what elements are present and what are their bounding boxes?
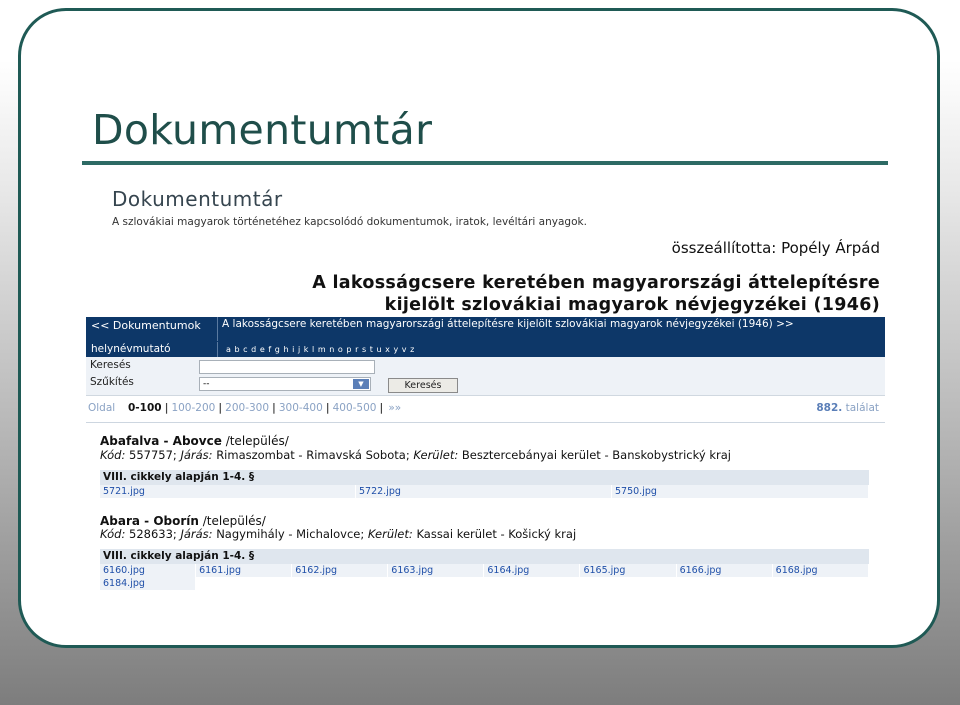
page-separator: | (218, 402, 223, 414)
code-value: 557757; (129, 448, 177, 462)
document-title-line2: kijelölt szlovákiai magyarok névjegyzékei (1946) (384, 295, 880, 315)
alphabet-letter-link[interactable]: x (385, 345, 390, 354)
alphabet-letter-link[interactable]: f (268, 345, 272, 354)
file-link[interactable]: 6162.jpg (292, 564, 388, 577)
district-label: Járás: (180, 448, 213, 462)
entry-name[interactable]: Abara - Oborín (100, 514, 199, 528)
file-link[interactable]: 6184.jpg (100, 577, 196, 590)
alphabet-index (226, 345, 414, 355)
entry-heading (100, 514, 266, 528)
entry-type: /település/ (202, 514, 266, 528)
file-link[interactable]: 6168.jpg (773, 564, 869, 577)
alphabet-letter-link[interactable]: n (329, 345, 335, 354)
place-index-label: helynévmutató (86, 342, 218, 357)
title-divider (82, 161, 888, 165)
district-value: Rimaszombat - Rimavská Sobota; (216, 448, 410, 462)
filter-label: Szűkítés (90, 376, 134, 388)
entry-details (100, 527, 576, 541)
page-link[interactable]: 300-400 (278, 402, 323, 414)
alphabet-letter-link[interactable]: r (355, 345, 359, 354)
site-title: Dokumentumtár (112, 187, 283, 211)
search-input[interactable] (199, 360, 375, 374)
alphabet-letter-link[interactable]: v (401, 345, 407, 354)
district-label: Járás: (180, 527, 213, 541)
alphabet-letter-link[interactable]: o (337, 345, 343, 354)
page-link[interactable]: 100-200 (171, 402, 216, 414)
slide-title: Dokumentumtár (92, 106, 433, 154)
alphabet-letter-link[interactable]: j (297, 345, 301, 354)
file-link[interactable]: 6164.jpg (484, 564, 580, 577)
file-link[interactable]: 6163.jpg (388, 564, 484, 577)
file-link[interactable]: 5721.jpg (100, 485, 356, 498)
alphabet-letter-link[interactable]: m (317, 345, 326, 354)
alphabet-letter-link[interactable]: e (259, 345, 265, 354)
entry-details (100, 448, 731, 462)
navigation-bar (86, 317, 885, 357)
alphabet-letter-link[interactable]: y (393, 345, 399, 354)
empty-cell (196, 577, 869, 590)
search-label: Keresés (90, 359, 131, 371)
chevron-down-icon[interactable]: ▼ (353, 379, 369, 389)
document-title (312, 272, 880, 316)
page-separator: | (164, 402, 169, 414)
file-link[interactable]: 5722.jpg (356, 485, 612, 498)
result-count-suffix: találat (845, 402, 879, 414)
alphabet-letter-link[interactable]: z (410, 345, 415, 354)
file-link[interactable]: 5750.jpg (612, 485, 869, 498)
alphabet-letter-link[interactable]: d (251, 345, 257, 354)
alphabet-letter-link[interactable]: a (226, 345, 231, 354)
alphabet-letter-link[interactable]: u (376, 345, 382, 354)
section-header: VIII. cikkely alapján 1-4. § (100, 470, 869, 485)
site-description: A szlovákiai magyarok történetéhez kapcsolódó dokumentumok, iratok, levéltári anyagok. (112, 216, 587, 228)
website-screenshot (82, 183, 887, 606)
page-link[interactable]: 200-300 (225, 402, 270, 414)
back-to-documents-link[interactable]: << Dokumentumok (86, 317, 218, 341)
alphabet-letter-link[interactable]: l (312, 345, 315, 354)
file-link[interactable]: 6160.jpg (100, 564, 196, 577)
district-value: Nagymihály - Michalovce; (216, 527, 365, 541)
pagination-divider (86, 422, 885, 423)
county-value: Besztercebányai kerület - Banskobystrický kraj (461, 448, 731, 462)
alphabet-letter-link[interactable]: s (361, 345, 367, 354)
alphabet-letter-link[interactable]: t (369, 345, 373, 354)
page-separator: | (272, 402, 276, 414)
filter-select[interactable] (199, 377, 371, 391)
alphabet-letter-link[interactable]: b (234, 345, 240, 354)
alphabet-letter-link[interactable]: p (346, 345, 352, 354)
alphabet-letter-link[interactable]: h (283, 345, 289, 354)
current-document-link[interactable]: A lakosságcsere keretében magyarországi áttelepítésre kijelölt szlovákiai magyarok névjegyzékei (1946) >> (222, 318, 794, 330)
page-links (128, 402, 401, 414)
filter-select-value: -- (203, 379, 210, 389)
file-list (100, 564, 869, 590)
compiler-credit: összeállította: Popély Árpád (671, 239, 880, 257)
entry-heading (100, 434, 289, 448)
code-label: Kód: (100, 527, 126, 541)
alphabet-letter-link[interactable]: i (292, 345, 295, 354)
code-label: Kód: (100, 448, 126, 462)
page-link[interactable]: 400-500 (332, 402, 377, 414)
county-value: Kassai kerület - Košický kraj (416, 527, 577, 541)
pagination (86, 401, 885, 417)
code-value: 528633; (129, 527, 177, 541)
result-count-number: 882. (816, 402, 843, 414)
next-page-link[interactable]: »» (388, 402, 402, 414)
search-button[interactable]: Keresés (388, 378, 458, 393)
pagination-label: Oldal (88, 402, 116, 414)
file-list (100, 485, 869, 498)
result-count (816, 402, 879, 414)
section-header: VIII. cikkely alapján 1-4. § (100, 549, 869, 564)
entry-type: /település/ (225, 434, 289, 448)
page-link[interactable]: 0-100 (128, 402, 162, 414)
county-label: Kerület: (413, 448, 459, 462)
file-link[interactable]: 6166.jpg (677, 564, 773, 577)
document-title-line1: A lakosságcsere keretében magyarországi áttelepítésre (312, 273, 880, 293)
page-separator: | (325, 402, 330, 414)
alphabet-letter-link[interactable]: g (274, 345, 280, 354)
alphabet-letter-link[interactable]: k (303, 345, 309, 354)
file-link[interactable]: 6165.jpg (580, 564, 676, 577)
search-form (86, 357, 885, 396)
alphabet-letter-link[interactable]: c (243, 345, 248, 354)
county-label: Kerület: (367, 527, 413, 541)
entry-name[interactable]: Abafalva - Abovce (100, 434, 222, 448)
file-link[interactable]: 6161.jpg (196, 564, 292, 577)
page-separator: | (379, 402, 384, 414)
